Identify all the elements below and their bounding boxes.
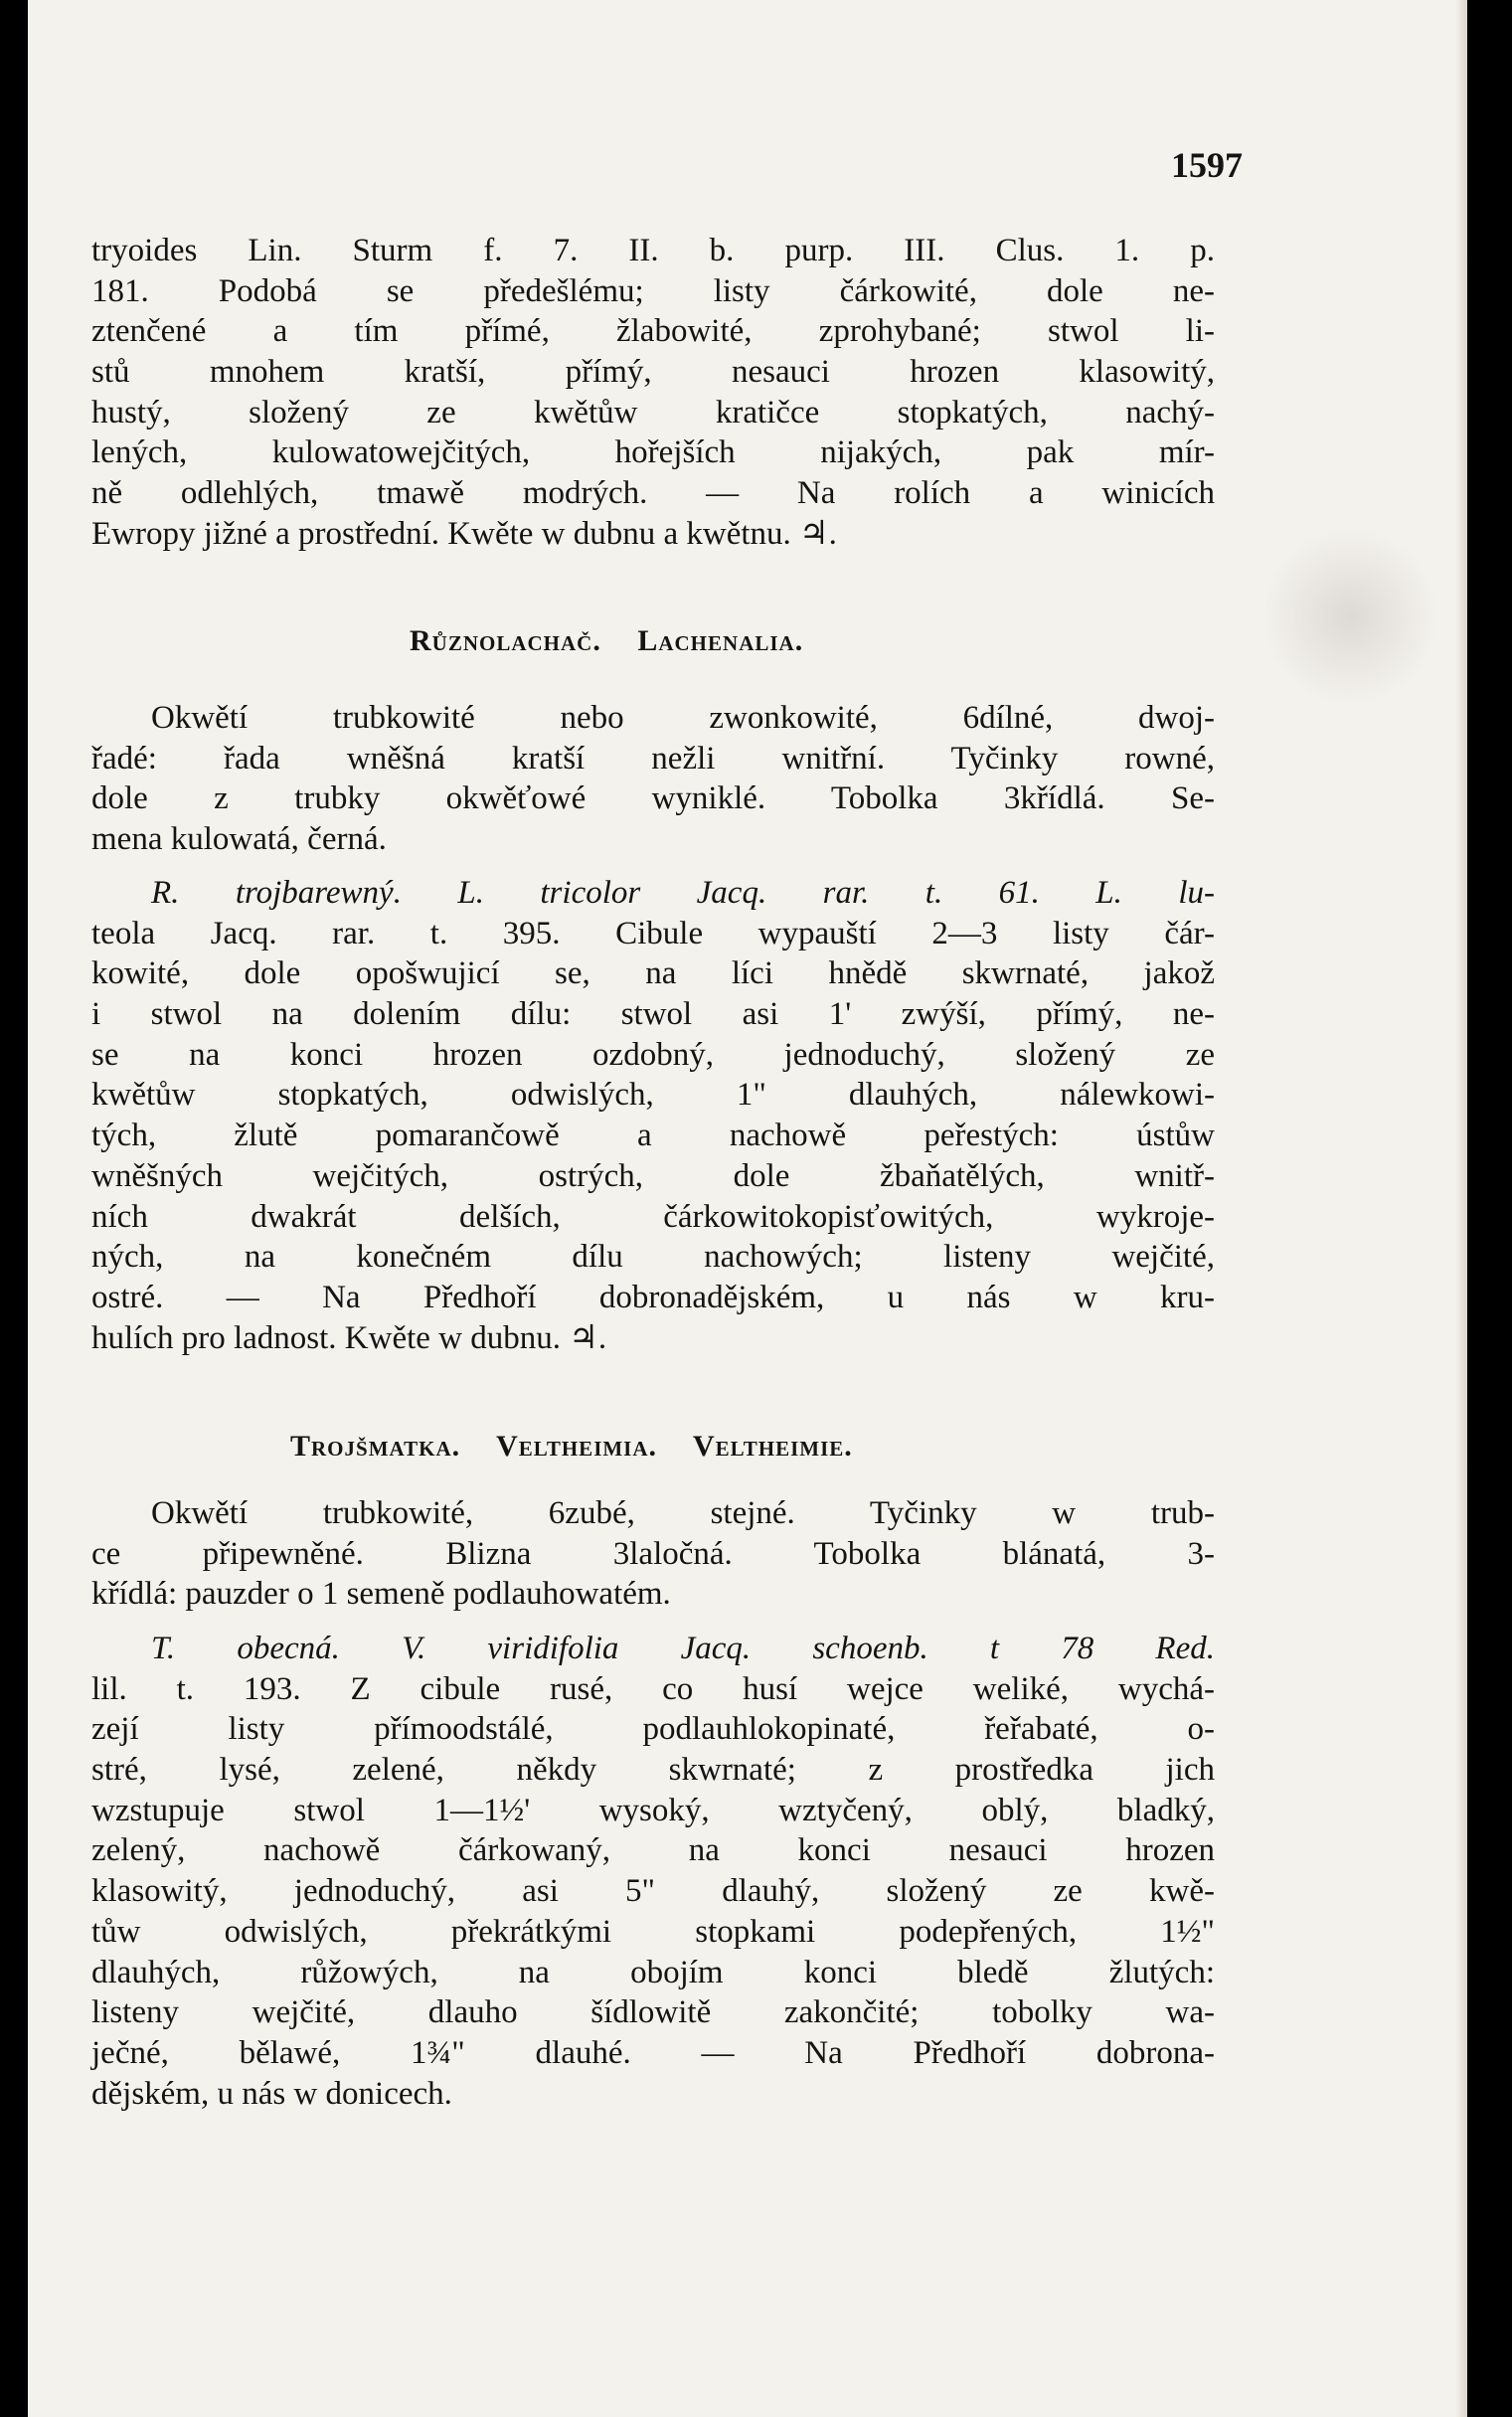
- genus-description: [91, 698, 1215, 860]
- text-line: Okwětí trubkowité nebo zwonkowité, 6dílné, dwoj-: [151, 700, 1215, 736]
- page-stain: [1260, 527, 1439, 706]
- text-line: dlauhých, růžowých, na obojím konci bledě žlutých:: [91, 1954, 1215, 1990]
- text-line: R. trojbarewný. L. tricolor Jacq. rar. t. 61. L. lu-: [151, 875, 1215, 911]
- text-line: tryoides Lin. Sturm f. 7. II. b. purp. III. Clus. 1. p.: [91, 233, 1215, 268]
- genus-name-czech: Trojšmatka.: [290, 1430, 461, 1463]
- text-line: hulích pro ladnost. Kwěte w dubnu. ♃.: [91, 1319, 607, 1356]
- species-description: [91, 873, 1215, 1358]
- paragraph-continued: [91, 231, 1215, 555]
- genus-name-czech-alt: Veltheimie.: [693, 1430, 853, 1463]
- text-line: zelený, nachowě čárkowaný, na konci nesauci hrozen: [91, 1832, 1215, 1869]
- genus-name-czech: Různolachač.: [410, 624, 601, 657]
- text-line: se na konci hrozen ozdobný, jednoduchý, složený ze: [91, 1036, 1215, 1073]
- page-number: 1597: [1171, 145, 1243, 185]
- text-line: dějském, u nás w donicech.: [91, 2075, 452, 2112]
- text-line: teola Jacq. rar. t. 395. Cibule wypauští 2—3 listy čár-: [91, 915, 1215, 951]
- section-heading: [410, 621, 831, 662]
- text-line: lených, kulowatowejčitých, hořejších nijakých, pak mír-: [91, 434, 1215, 471]
- text-line: 181. Podobá se předešlému; listy čárkowité, dole ne-: [91, 272, 1215, 309]
- section-heading: [290, 1427, 881, 1467]
- genus-name-latin: Veltheimia.: [496, 1430, 658, 1463]
- text-line: stré, lysé, zelené, někdy skwrnaté; z prostředka jich: [91, 1752, 1215, 1789]
- text-line: řadé: řada wněšná kratší nežli wnitřní. Tyčinky rowné,: [91, 740, 1215, 777]
- text-line: dole z trubky okwěťowé wyniklé. Tobolka 3křídlá. Se-: [91, 780, 1215, 817]
- text-line: ce připewněné. Blizna 3laločná. Tobolka blánatá, 3-: [91, 1535, 1215, 1572]
- text-line: kowité, dole opošwujicí se, na líci hnědě skwrnaté, jakož: [91, 955, 1215, 992]
- text-line: Ewropy jižné a prostřední. Kwěte w dubnu a kwětnu. ♃.: [91, 515, 837, 552]
- text-line: tých, žlutě pomarančowě a nachowě peřestých: ústůw: [91, 1118, 1215, 1154]
- species-description: [91, 1629, 1215, 2114]
- text-line: tůw odwislých, překrátkými stopkami podepřených, 1½": [91, 1913, 1215, 1950]
- book-page: [28, 0, 1467, 2417]
- text-line: zejí listy přímoodstálé, podlauhlokopinaté, řeřabaté, o-: [91, 1711, 1215, 1748]
- text-line: ných, na konečném dílu nachowých; listeny wejčité,: [91, 1239, 1215, 1276]
- text-line: ztenčené a tím přímé, žlabowité, zprohybané; stwol li-: [91, 313, 1215, 350]
- text-line: hustý, složený ze kwětůw kratičce stopkatých, nachý-: [91, 394, 1215, 431]
- text-line: lil. t. 193. Z cibule rusé, co husí wejce weliké, wychá-: [91, 1670, 1215, 1707]
- text-line: mena kulowatá, černá.: [91, 821, 387, 858]
- page-edge-shadow: [1455, 0, 1467, 2417]
- text-line: listeny wejčité, dlauho šídlowitě zakončité; tobolky wa-: [91, 1994, 1215, 2031]
- genus-name-latin: Lachenalia.: [637, 624, 804, 657]
- text-line: wněšných wejčitých, ostrých, dole žbaňatělých, wnitř-: [91, 1157, 1215, 1194]
- text-line: křídlá: pauzder o 1 semeně podlauhowatém.: [91, 1576, 671, 1613]
- text-line: ostré. — Na Předhoří dobronadějském, u nás w kru-: [91, 1279, 1215, 1315]
- text-line: stů mnohem kratší, přímý, nesauci hrozen klasowitý,: [91, 354, 1215, 391]
- text-line: T. obecná. V. viridifolia Jacq. schoenb. t 78 Red.: [151, 1631, 1215, 1666]
- text-line: ječné, bělawé, 1¾" dlauhé. — Na Předhoří dobrona-: [91, 2034, 1215, 2071]
- text-line: klasowitý, jednoduchý, asi 5" dlauhý, složený ze kwě-: [91, 1873, 1215, 1910]
- text-line: Okwětí trubkowité, 6zubé, stejné. Tyčinky w trub-: [151, 1495, 1215, 1531]
- text-line: ních dwakrát delších, čárkowitokopisťowitých, wykroje-: [91, 1198, 1215, 1235]
- text-line: wzstupuje stwol 1—1½' wysoký, wztyčený, oblý, bladký,: [91, 1792, 1215, 1828]
- text-line: kwětůw stopkatých, odwislých, 1" dlauhých, nálewkowi-: [91, 1077, 1215, 1114]
- genus-description: [91, 1493, 1215, 1615]
- text-line: i stwol na dolením dílu: stwol asi 1' zwýší, přímý, ne-: [91, 996, 1215, 1033]
- text-line: ně odlehlých, tmawě modrých. — Na rolích a winicích: [91, 475, 1215, 512]
